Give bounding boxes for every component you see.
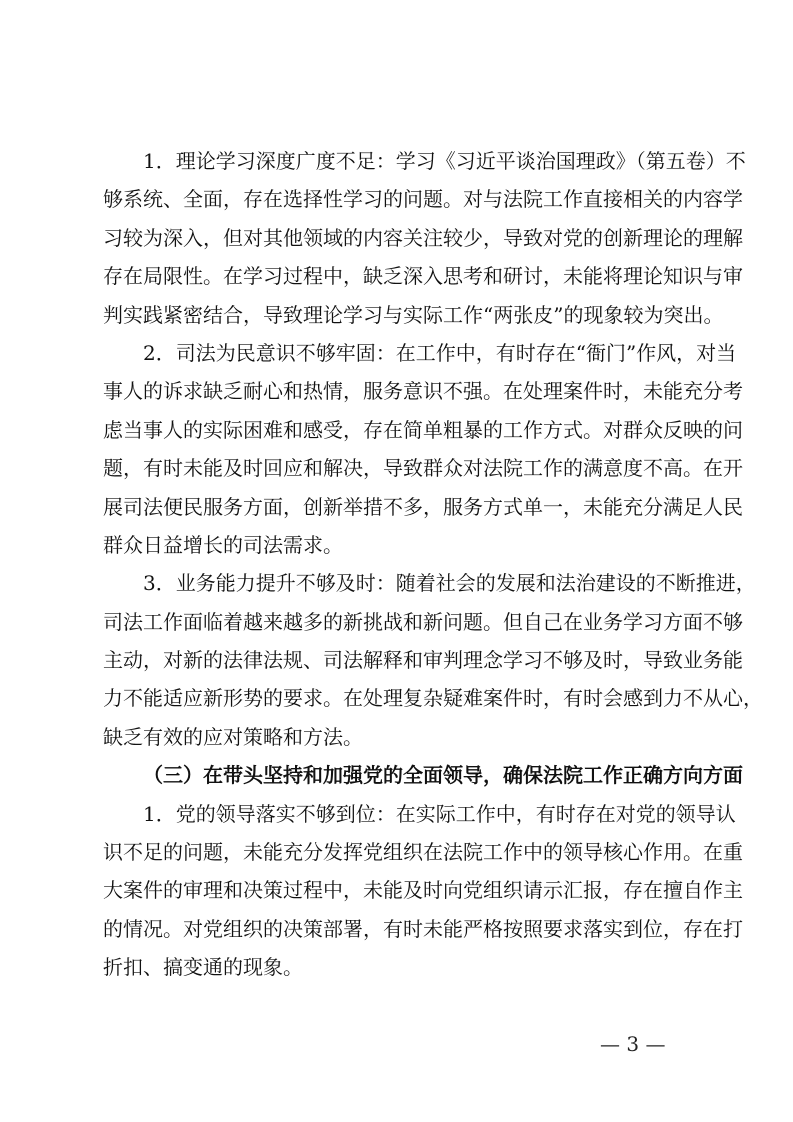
- paragraph-judicial-service: [103, 334, 743, 564]
- text-line: 3．业务能力提升不够及时：随着社会的发展和法治建设的不断推进，: [143, 571, 756, 596]
- text-line: 虑当事人的实际困难和感受，存在简单粗暴的工作方式。对群众反映的问: [103, 417, 743, 442]
- text-line: 1．理论学习深度广度不足：学习《习近平谈治国理政》（第五卷）不: [143, 149, 746, 173]
- text-line: 习较为深入，但对其他领域的内容关注较少，导致对党的创新理论的理解: [103, 225, 743, 250]
- text-line: 2．司法为民意识不够牢固：在工作中，有时存在“衙门”作风，对当: [143, 340, 737, 365]
- paragraph-theory-study: [103, 142, 746, 334]
- text-line: 事人的诉求缺乏耐心和热情，服务意识不强。在处理案件时，未能充分考: [103, 379, 743, 404]
- paragraph-professional-ability: [103, 564, 763, 756]
- paragraph-party-leadership: [103, 795, 743, 987]
- page-number: — 3 —: [600, 1032, 666, 1056]
- section-heading: [103, 756, 743, 794]
- text-line: 存在局限性。在学习过程中，缺乏深入思考和研讨，未能将理论知识与审: [103, 264, 743, 289]
- text-line: 够系统、全面，存在选择性学习的问题。对与法院工作直接相关的内容学: [103, 187, 743, 212]
- document-body: [103, 142, 763, 987]
- text-line: 题，有时未能及时回应和解决，导致群众对法院工作的满意度不高。在开: [103, 456, 743, 481]
- text-line: 缺乏有效的应对策略和方法。: [103, 724, 363, 749]
- text-line: 力不能适应新形势的要求。在处理复杂疑难案件时，有时会感到力不从心，: [103, 686, 763, 711]
- text-line: 主动，对新的法律法规、司法解释和审判理念学习不够及时，导致业务能: [103, 648, 743, 673]
- text-line: 展司法便民服务方面，创新举措不多，服务方式单一，未能充分满足人民: [103, 494, 743, 519]
- text-line: 的情况。对党组织的决策部署，有时未能严格按照要求落实到位，存在打: [103, 916, 743, 941]
- text-line: 判实践紧密结合，导致理论学习与实际工作“两张皮”的现象较为突出。: [103, 302, 724, 327]
- text-line: 大案件的审理和决策过程中，未能及时向党组织请示汇报，存在擅自作主: [103, 878, 743, 903]
- text-line: 折扣、搞变通的现象。: [103, 955, 303, 980]
- text-line: 1．党的领导落实不够到位：在实际工作中，有时存在对党的领导认: [143, 801, 736, 826]
- text-line: 识不足的问题，未能充分发挥党组织在法院工作中的领导核心作用。在重: [103, 840, 743, 865]
- text-line: 司法工作面临着越来越多的新挑战和新问题。但自己在业务学习方面不够: [103, 609, 743, 634]
- section-heading-text: （三）在带头坚持和加强党的全面领导，确保法院工作正确方向方面: [143, 763, 743, 788]
- text-line: 群众日益增长的司法需求。: [103, 532, 343, 557]
